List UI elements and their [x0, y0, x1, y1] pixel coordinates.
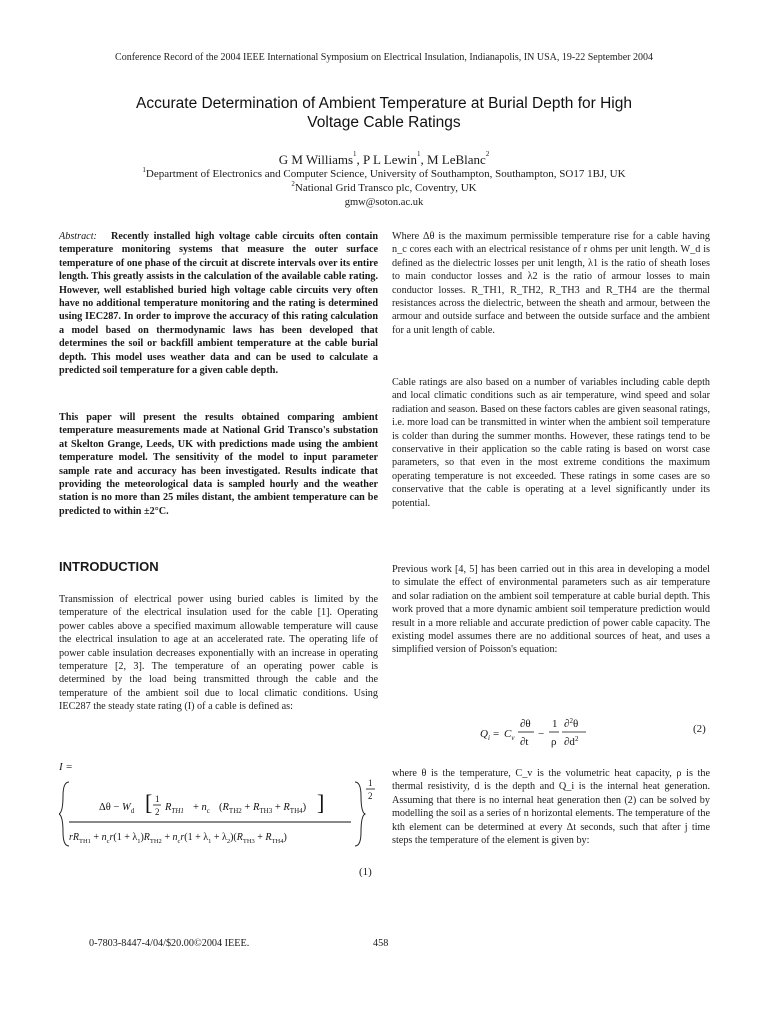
introduction-paragraph-1: Transmission of electrical power using buried cables is limited by the temperature of the electrical insulation used for the cable [1]. Operating power cables above a specified maximum allowable temperature will cause the electrical insulation to age at an accelerated rate. The operating life of power cable insulation decreases exponentially with an increase in operating temperature [2, 3]. The temperature of an operating power cable is determined by the load being transmitted through the cable and the temperature of the ambient soil due to local climatic conditions. Using IEC287 the steady state rating (I) of a cable is defined as:	[59, 594, 378, 713]
abstract-block	[59, 230, 378, 377]
denominator-glyphs	[69, 832, 287, 845]
title-line-1: Accurate Determination of Ambient Temperature at Burial Depth for High	[136, 95, 632, 112]
author-2: P L Lewin	[363, 152, 417, 167]
svg-text:1: 1	[552, 718, 558, 730]
svg-text:[: [	[145, 790, 153, 815]
svg-text:Δθ − Wd: $\Delta\theta - W_d$	[99, 802, 135, 815]
equation-2-glyphs	[480, 717, 586, 748]
affiliation-2-sup: 2	[291, 180, 295, 188]
conference-header: Conference Record of the 2004 IEEE International Symposium on Electrical Insulation, Indianapolis, IN USA, 19-22 September 2004	[115, 52, 653, 63]
author-3: M LeBlanc	[426, 152, 486, 167]
title-line-2: Voltage Cable Ratings	[307, 114, 461, 131]
svg-text:∂θ: ∂θ	[520, 718, 531, 730]
equation-1-lhs: I =	[59, 761, 73, 773]
exponent-half	[366, 778, 375, 801]
right-paragraph-4: where θ is the temperature, C_v is the volumetric heat capacity, ρ is the thermal resistivity, d is the depth and Q_i is the internal heat generation. Assuming that there is no internal heat generation then (2) can be solved by modelling the soil as a series of n horizontal elements. The temperature of the kth element can be determined at every Δt seconds, such that after j time steps the temperature of the element is given by:	[392, 768, 710, 847]
svg-text:∂t: ∂t	[520, 736, 529, 748]
affiliation-2-text: National Grid Transco plc, Coventry, UK	[294, 182, 477, 194]
abstract-lead: Abstract:	[59, 231, 97, 242]
affiliation-1-sup: 1	[142, 166, 146, 174]
svg-text:1: 1	[155, 794, 160, 804]
svg-text:]: ]	[317, 790, 325, 815]
svg-text:Qi: $Q_i$	[480, 728, 490, 742]
svg-text:RTH1: $R_{TH1}$	[165, 802, 184, 815]
affiliation-1	[0, 168, 768, 180]
right-brace	[355, 782, 365, 846]
right-paragraph-1: Where Δθ is the maximum permissible temperature rise for a cable having n_c cores each with an electrical resistance of r ohms per unit length. W_d is defined as the dielectric losses per unit length, λ1 is the ratio of sheath loses to main conductor losses and λ2 is the ratio of armour losses to main conductor losses. R_TH1, R_TH2, R_TH3 and R_TH4 are the thermal resistances across the dielectric, between the sheath and armour, between the armour and outside surface and between the outside surface and the ambient for a unit length of cable.	[392, 231, 710, 336]
svg-text:∂2θ: ∂$^2$θ	[564, 717, 579, 730]
author-email: gmw@soton.ac.uk	[344, 197, 424, 208]
svg-text:=: =	[493, 728, 500, 740]
author-3-sup: 2	[485, 150, 490, 158]
abstract-paragraph-1	[59, 230, 378, 377]
svg-text:∂d2: $\partial d^2$	[564, 735, 579, 748]
numerator-glyphs	[99, 790, 324, 817]
svg-text:Cv: $C_v$	[504, 728, 515, 742]
abstract-paragraph-2: This paper will present the results obtained comparing ambient temperature measurements made at National Grid Transco's substation at Skelton Grange, Leeds, UK with predictions made using the ambient temperature model. The sensitivity of the model to input parameter sample rate and accuracy has been investigated. Results indicate that providing the meteorological data is sampled hourly and the weather station is no more than 25 miles distant, the ambient temperature can be predicted to within ±2°C.	[59, 412, 378, 517]
svg-text:1: 1	[368, 778, 373, 788]
left-brace	[59, 782, 69, 846]
svg-text:(RTH2 + RTH3 + RTH4): $(R_{TH2} + R_{TH3} + R_{TH4})$	[219, 802, 307, 815]
svg-text:ρ: ρ	[551, 736, 557, 748]
svg-text:2: 2	[368, 791, 373, 801]
paper-title	[60, 94, 708, 132]
affiliation-1-text: Department of Electronics and Computer Science, University of Southampton, Southampton, SO17 1BJ, UK	[145, 168, 626, 180]
equation-1-number: (1)	[359, 866, 372, 878]
page-number: 458	[373, 938, 389, 949]
author-1: G M Williams	[278, 152, 354, 167]
affiliation-2	[0, 182, 768, 194]
svg-text:+ nc: + $n_c$	[193, 802, 210, 815]
svg-text:−: −	[538, 728, 545, 740]
svg-text:rRTH1 + ncr(1 + λ1)RTH2 + ncr(: $rR_{TH1} + n_cr(1 + \lambda_1)R_{TH2} + n_cr(1 + \lambda_1 + \lambda_2)(R_{TH3} + R_{TH4})$	[69, 832, 287, 845]
svg-text:2: 2	[155, 807, 160, 817]
author-list: G M Williams$^1$, P L Lewin$^1$, M LeBlanc$^2$	[278, 150, 490, 167]
equation-2-number: (2)	[693, 723, 706, 735]
abstract-p1-text: Recently installed high voltage cable circuits often contain temperature monitoring systems that measure the outer surface temperature of one phase of the circuit at discrete intervals over its entire length. This greatly assists in the calculation of the available cable rating. However, well established buried high voltage cable circuits very often have no additional temperature monitoring and the rating is determined using IEC287. In order to improve the accuracy of this rating calculation a model based on thermodynamic laws has been developed that determines the soil or backfill ambient temperature at the cable burial depth. This model uses weather data and can be used to calculate a predicted soil temperature for a given cable depth.	[59, 231, 378, 377]
equation-2	[480, 710, 630, 756]
author-1-sup: 1	[353, 150, 357, 158]
footer-copyright: 0-7803-8447-4/04/$20.00©2004 IEEE.	[89, 938, 250, 949]
right-paragraph-2: Cable ratings are also based on a number of variables including cable depth and local climatic conditions such as air temperature, wind speed and solar radiation and season. Based on these factors cables are given seasonal ratings, i.e. more load can be transmitted in winter when the ambient soil temperature is colder than during the summer months. However, these ratings tend to be conservative in their application so the cable rating is based on worst case parameters, so that even in the most extreme conditions the maximum operating temperature is not exceeded. These ratings in some cases are so conservative that the cable is operating at a level significantly under its potential.	[392, 377, 710, 509]
equation-1	[59, 776, 379, 856]
section-heading-introduction: INTRODUCTION	[59, 559, 159, 574]
author-2-sup: 1	[416, 150, 421, 158]
right-paragraph-3: Previous work [4, 5] has been carried out in this area in developing a model to simulate the effect of environmental parameters such as air temperature and solar radiation on the ambient soil temperature at cable burial depth. This work proved that a more dynamic ambient soil temperature prediction would result in a more reliable and accurate prediction of power cable capacity. The existing model assumes there are no additional sources of heat, and uses a simplified version of Poisson's equation:	[392, 564, 710, 656]
